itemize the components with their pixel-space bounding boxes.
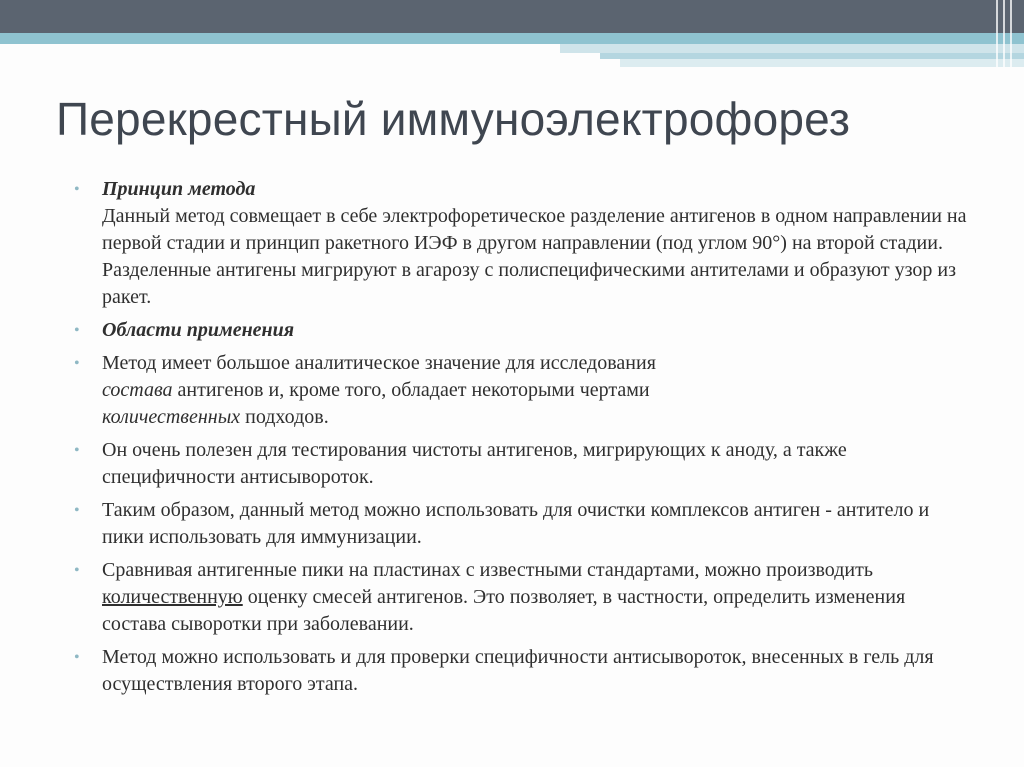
bullet-item — [74, 176, 974, 311]
bullet-icon: • — [74, 649, 80, 666]
bullet-heading: Принцип метода — [102, 178, 256, 200]
bullet-text: подходов. — [240, 406, 329, 428]
bullet-emphasis: количественных — [102, 406, 241, 428]
header-divider-line — [1003, 0, 1005, 67]
bullet-text: антигенов и, кроме того, обладает некоторыми чертами — [172, 379, 650, 401]
bullet-emphasis: состава — [102, 379, 173, 401]
bullet-icon: • — [74, 442, 80, 459]
bullet-text: Данный метод совмещает в себе электрофоретическое разделение антигенов в одном направлении на первой стадии и принцип ракетного ИЭФ в другом направлении (под углом 90°) на второй стадии. Разделенные антигены мигрируют в агарозу с полиспецифическими антителами и образуют узор из ракет. — [102, 205, 967, 308]
bullet-item — [74, 557, 974, 638]
bullet-icon: • — [74, 322, 80, 339]
header-band-light — [620, 59, 1024, 67]
header-band-teal — [0, 33, 1024, 44]
header-band-light — [560, 44, 1024, 53]
bullet-text: оценку смесей антигенов. Это позволяет, в частности, определить изменения состава сыворотки при заболевании. — [102, 586, 906, 635]
bullet-text: Метод имеет большое аналитическое значение для исследования — [102, 352, 656, 374]
bullet-text: Метод можно использовать и для проверки специфичности антисывороток, внесенных в гель для осуществления второго этапа. — [102, 646, 934, 695]
bullet-text: Сравнивая антигенные пики на пластинах с известными стандартами, можно производить — [102, 559, 873, 581]
bullet-text: Он очень полезен для тестирования чистоты антигенов, мигрирующих к аноду, а также специфичности антисывороток. — [102, 439, 847, 488]
bullet-icon: • — [74, 502, 80, 519]
bullet-emphasis: количественную — [102, 586, 243, 608]
bullet-icon: • — [74, 181, 80, 198]
slide-content — [74, 176, 974, 704]
header-divider-line — [1010, 0, 1012, 67]
bullet-item — [74, 317, 974, 344]
bullet-item — [74, 437, 974, 491]
bullet-icon: • — [74, 355, 80, 372]
header-band-dark — [0, 0, 1024, 33]
bullet-item — [74, 497, 974, 551]
bullet-heading: Области применения — [102, 319, 295, 341]
bullet-text: Таким образом, данный метод можно использовать для очистки комплексов антиген - антитело и пики использовать для иммунизации. — [102, 499, 930, 548]
bullet-icon: • — [74, 562, 80, 579]
header-divider-line — [996, 0, 998, 67]
bullet-item — [74, 350, 974, 431]
slide-title: Перекрестный иммуноэлектрофорез — [56, 93, 851, 145]
bullet-item — [74, 644, 974, 698]
